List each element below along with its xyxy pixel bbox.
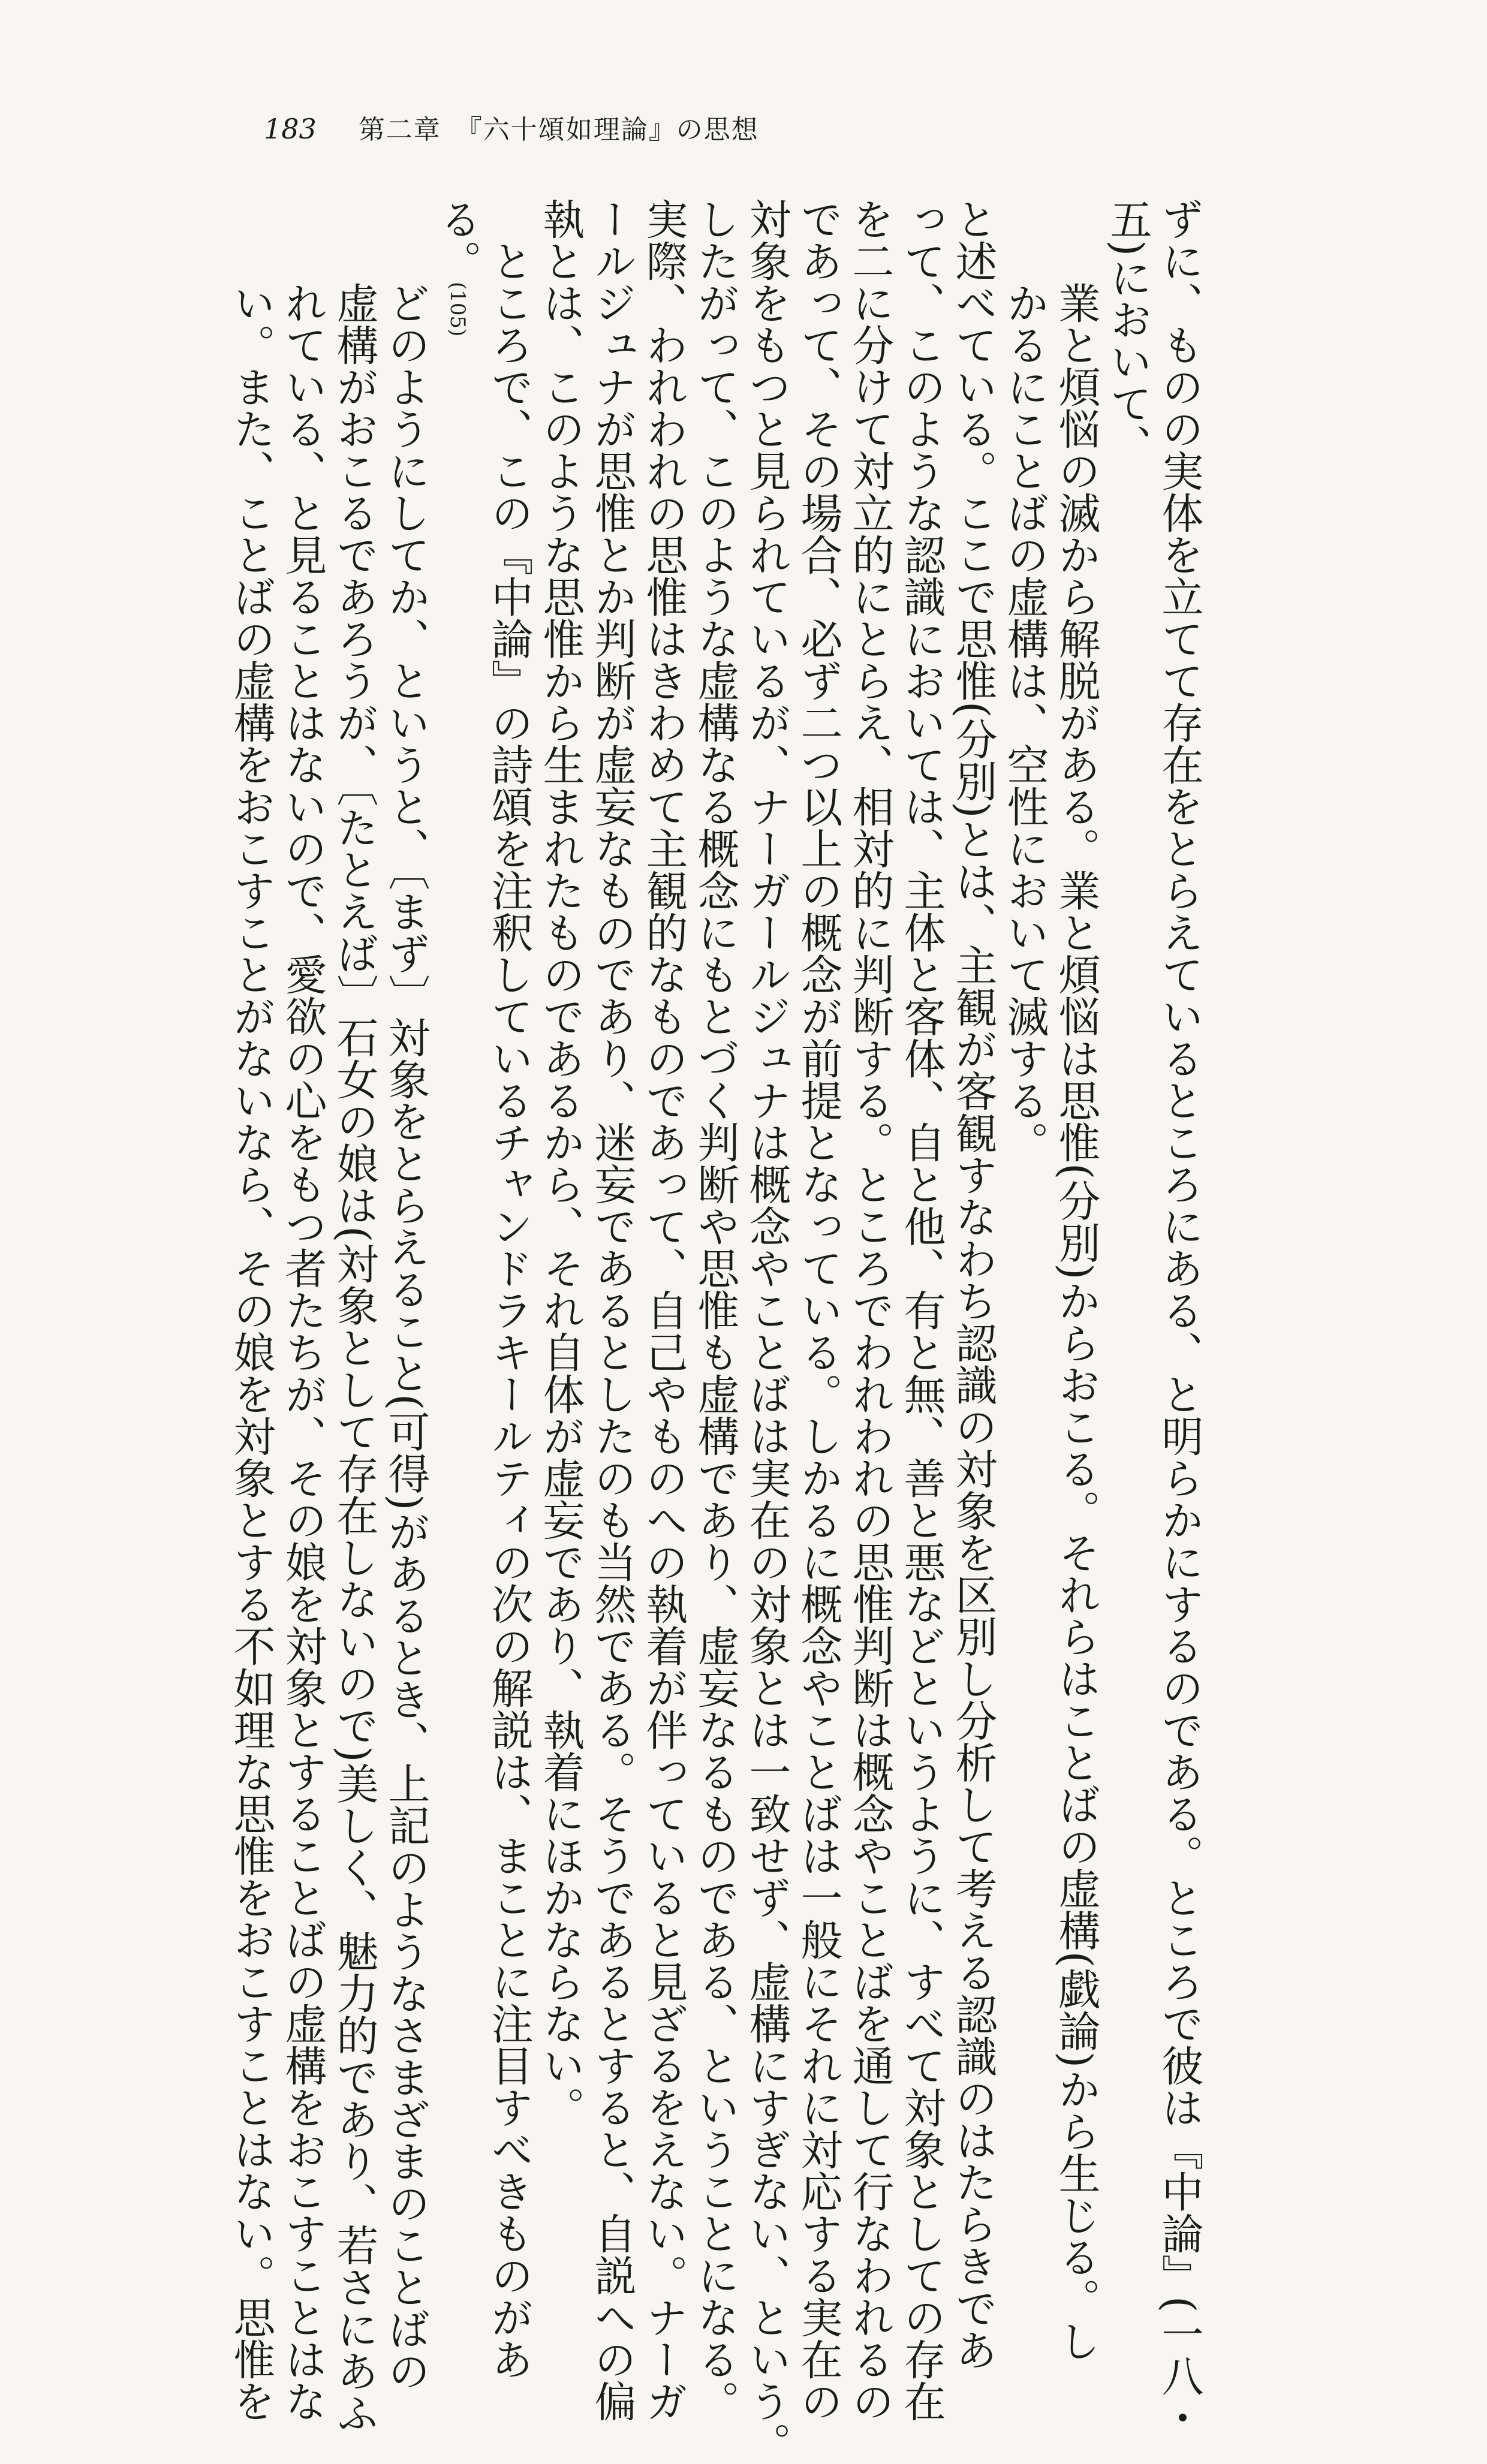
footnote-reference: (105) <box>446 282 469 337</box>
page-header <box>264 108 759 146</box>
quote-line: 虚構がおこるであろうが、〔たとえば〕石女の娘は(対象として存在しないので)美しく、魅力的であり、若さにあふ <box>330 282 379 2434</box>
page-number: 183 <box>264 113 317 145</box>
text-line: ールジュナが思惟とか判断が虚妄なものであり、迷妄であるとしたのも当然である。そうであるとすると、自説への偏 <box>588 198 637 2422</box>
running-title: 第二章 『六十頌如理論』の思想 <box>358 115 759 145</box>
body-text <box>225 198 1205 2464</box>
text-line: 対象をもつと見られているが、ナーガールジュナは概念やことばは実在の対象とは一致せず、虚構にすぎない、という。 <box>742 198 791 2464</box>
paragraph-start-line: ところで、この『中論』の詩頌を注釈しているチャンドラキールティの次の解説は、まことに注目すべきものがあ <box>484 240 534 2380</box>
text-line: ずに、ものの実体を立てて存在をとらえているところにある、と明らかにするのである。ところで彼は『中論』(一八・ <box>1155 198 1204 2439</box>
quote-line: どのようにしてか、というと、〔まず〕対象をとらえること(可得)があるとき、上記のようなさまざまのことばの <box>381 282 431 2392</box>
text-line-with-note <box>432 198 483 2008</box>
quote-line: かるにことばの虚構は、空性において滅する。 <box>1000 282 1049 1163</box>
text-fragment: る。 <box>433 198 482 282</box>
quote-line: い。また、ことばの虚構をおこすことがないなら、その娘を対象とする不如理な思惟をおこすことはない。思惟を <box>227 282 276 2422</box>
text-line: と述べている。ここで思惟(分別)とは、主観が客観すなわち認識の対象を区別し分析して考える認識のはたらきであ <box>949 198 998 2371</box>
text-line: であって、その場合、必ず二つ以上の概念が前提となっている。しかるに概念やことばは一般にそれに対応する実在の <box>794 198 843 2422</box>
text-line: を二に分けて対立的にとらえ、相対的に判断する。ところでわれわれの思惟判断は概念やことばを通して行なわれるの <box>845 198 895 2422</box>
text-line: 実際、われわれの思惟はきわめて主観的なものであって、自己やものへの執着が伴っていると見ざるをえない。ナーガ <box>639 198 688 2422</box>
text-line: したがって、このような虚構なる概念にもとづく判断や思惟も虚構であり、虚妄なるものである、ということになる。 <box>691 198 740 2422</box>
text-line: って、このような認識においては、主体と客体、自と他、有と無、善と悪などというように、すべて対象としての存在 <box>897 198 946 2422</box>
quote-line: れている、と見ることはないので、愛欲の心をもつ者たちが、その娘を対象とすることばの虚構をおこすことはな <box>278 282 327 2422</box>
text-line: 執とは、このような思惟から生まれたものであるから、それ自体が虚妄であり、執着にほかならない。 <box>536 198 585 2128</box>
quote-line: 業と煩悩の滅から解脱がある。業と煩悩は思惟(分別)からおこる。それらはことばの虚構(戯論)から生じる。し <box>1052 282 1101 2362</box>
text-line: 五)において、 <box>1103 198 1152 466</box>
